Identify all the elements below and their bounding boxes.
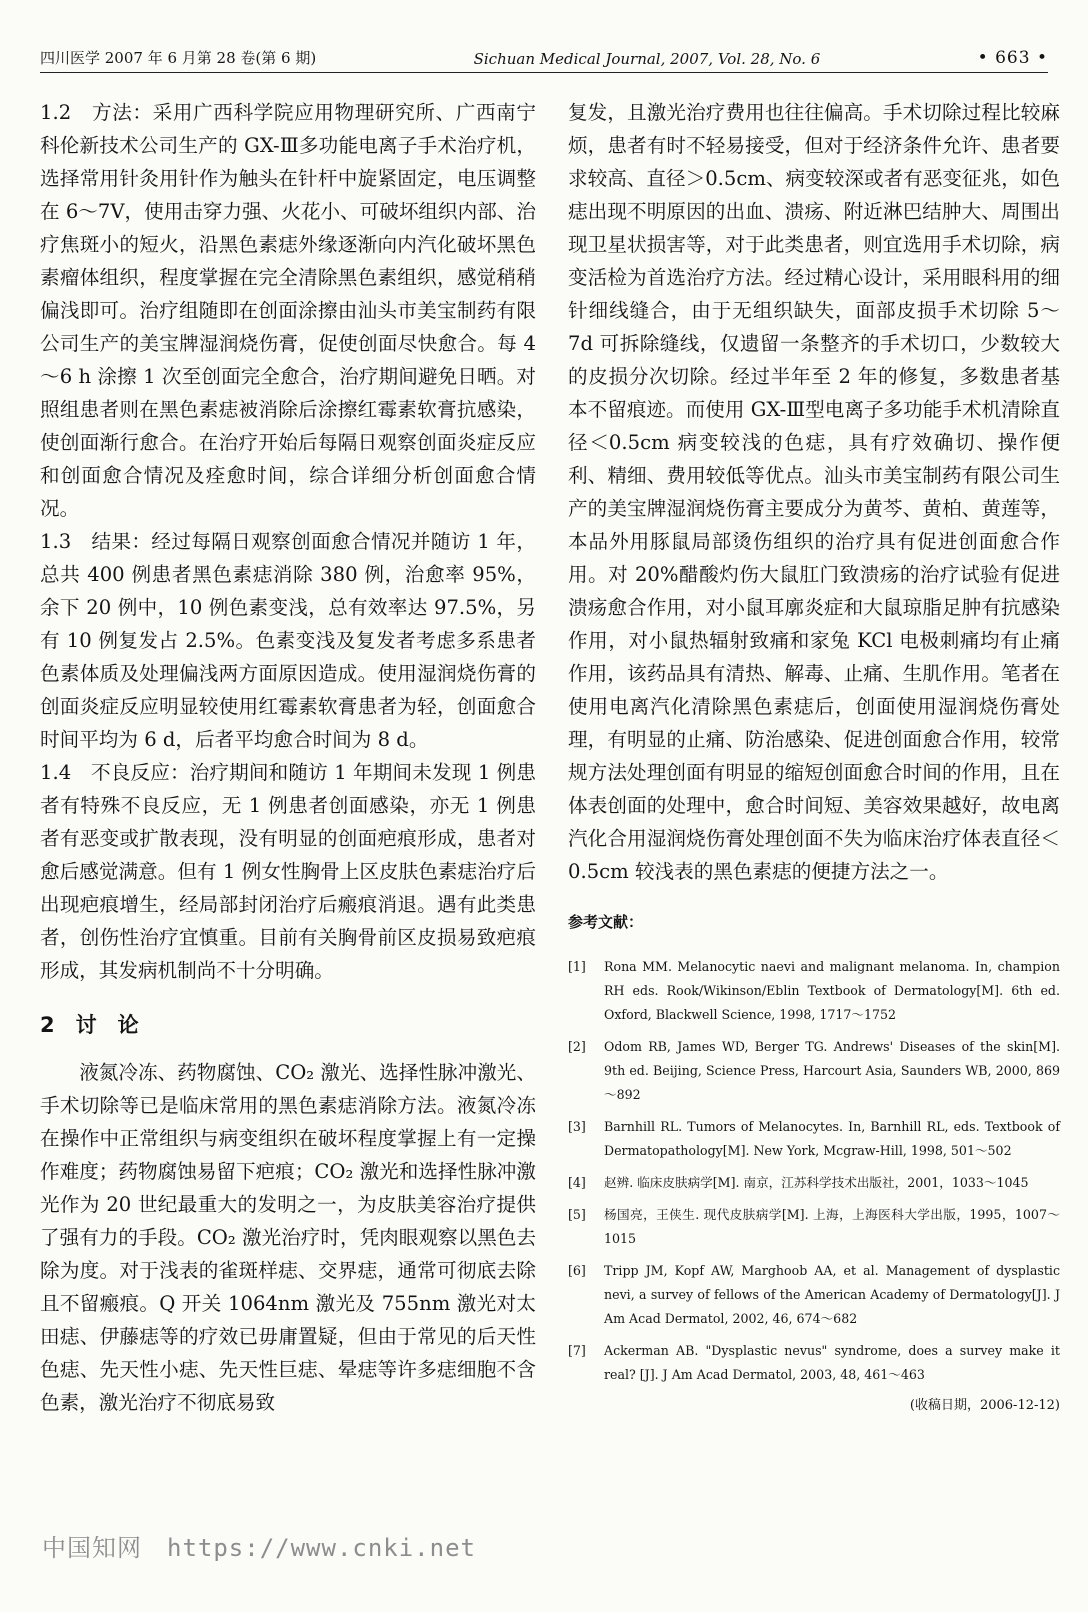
methods-paragraph: 1.2 方法：采用广西科学院应用物理研究所、广西南宁科伦新技术公司生产的 GX-Ⅲ多功能电离子手术治疗机，选择常用针灸用针作为触头在针杆中旋紧固定，电压调整在 6～7V，使用击穿力强、火花小、可破坏组织内部、治疗焦斑小的短火，沿黑色素痣外缘逐渐向内汽化破坏黑色素瘤体组织，程度掌握在完全清除黑色素组织，感觉稍稍偏浅即可。治疗组随即在创面涂擦由汕头市美宝制药有限公司生产的美宝牌湿润烧伤膏，促使创面尽快愈合。每 4～6 h 涂擦 1 次至创面完全愈合，治疗期间避免日晒。对照组患者则在黑色素痣被消除后涂擦红霉素软膏抗感染，使创面渐行愈合。在治疗开始后每隔日观察创面炎症反应和创面愈合情况及痊愈时间，综合详细分析创面愈合情况。 [40, 101, 536, 520]
reference-item [568, 955, 1060, 1027]
left-column [40, 96, 536, 1419]
reference-number: [6] [568, 1263, 586, 1278]
section-heading-discussion: 2 讨 论 [40, 1013, 139, 1037]
page-number: • 663 • [977, 48, 1048, 68]
reference-number: [1] [568, 959, 586, 974]
reference-number: [4] [568, 1175, 586, 1190]
discussion-paragraph-1: 液氮冷冻、药物腐蚀、CO₂ 激光、选择性脉冲激光、手术切除等已是临床常用的黑色素痣消除方法。液氮冷冻在操作中正常组织与病变组织在破坏程度掌握上有一定操作难度；药物腐蚀易留下疤痕；CO₂ 激光和选择性脉冲激光作为 20 世纪最重大的发明之一，为皮肤美容治疗提供了强有力的手段。CO₂ 激光治疗时，凭肉眼观察以黑色去除为度。对于浅表的雀斑样痣、交界痣，通常可彻底去除且不留瘢痕。Q 开关 1064nm 激光及 755nm 激光对太田痣、伊藤痣等的疗效已毋庸置疑，但由于常见的后天性色痣、先天性小痣、先天性巨痣、晕痣等许多痣细胞不含色素，激光治疗不彻底易致 [40, 1061, 536, 1414]
cnki-watermark: 中国知网 https://www.cnki.net [42, 1534, 476, 1562]
reference-text: 杨国亮，王侠生. 现代皮肤病学[M]. 上海，上海医科大学出版，1995，1007～1015 [604, 1207, 1060, 1246]
reference-number: [2] [568, 1039, 586, 1054]
header-journal-cn: 四川医学 2007 年 6 月第 28 卷(第 6 期) [40, 49, 317, 67]
running-header [40, 38, 1048, 73]
reference-text: Ackerman AB. "Dysplastic nevus" syndrome, does a survey make it real? [J]. J Am Acad Dermatol, 2003, 48, 461～463 [604, 1343, 1060, 1382]
reference-text: Odom RB, James WD, Berger TG. Andrews' Diseases of the skin[M]. 9th ed. Beijing, Science Press, Harcourt Asia, Saunders WB, 2000, 869～892 [604, 1039, 1060, 1102]
reference-item [568, 1171, 1060, 1195]
reference-item [568, 1115, 1060, 1163]
discussion-paragraph-2: 复发，且激光治疗费用也往往偏高。手术切除过程比较麻烦，患者有时不轻易接受，但对于经济条件允许、患者要求较高、直径＞0.5cm、病变较深或者有恶变征兆，如色痣出现不明原因的出血、溃疡、附近淋巴结肿大、周围出现卫星状损害等，对于此类患者，则宜选用手术切除，病变活检为首选治疗方法。经过精心设计，采用眼科用的细针细线缝合，由于无组织缺失，面部皮损手术切除 5～7d 可拆除缝线，仅遗留一条整齐的手术切口，少数较大的皮损分次切除。经过半年至 2 年的修复，多数患者基本不留痕迹。而使用 GX-Ⅲ型电离子多功能手术机清除直径＜0.5cm 病变较浅的色痣，具有疗效确切、操作便利、精细、费用较低等优点。汕头市美宝制药有限公司生产的美宝牌湿润烧伤膏主要成分为黄芩、黄柏、黄莲等，本品外用豚鼠局部烫伤组织的治疗具有促进创面愈合作用。对 20%醋酸灼伤大鼠肛门致溃疡的治疗试验有促进溃疡愈合作用，对小鼠耳廓炎症和大鼠琼脂足肿有抗感染作用，对小鼠热辐射致痛和家兔 KCl 电极刺痛均有止痛作用，该药品具有清热、解毒、止痛、生肌作用。笔者在使用电离汽化清除黑色素痣后，创面使用湿润烧伤膏处理，有明显的止痛、防治感染、促进创面愈合作用，较常规方法处理创面有明显的缩短创面愈合时间的作用，且在体表创面的处理中，愈合时间短、美容效果越好，故电离汽化合用湿润烧伤膏处理创面不失为临床治疗体表直径＜0.5cm 较浅表的黑色素痣的便捷方法之一。 [568, 101, 1060, 883]
received-date: (收稿日期，2006-12-12) [909, 1398, 1060, 1413]
results-paragraph: 1.3 结果：经过每隔日观察创面愈合情况并随访 1 年，总共 400 例患者黑色素痣消除 380 例，治愈率 95%，余下 20 例中，10 例色素变浅，总有效率达 97.5%，另有 10 例复发占 2.5%。色素变浅及复发者考虑多系患者色素体质及处理偏浅两方面原因造成。使用湿润烧伤膏的创面炎症反应明显较使用红霉素软膏患者为轻，创面愈合时间平均为 6 d，后者平均愈合时间为 8 d。 [40, 530, 536, 751]
reference-text: Rona MM. Melanocytic naevi and malignant melanoma. In, champion RH eds. Rook/Wikinson/Eblin Textbook of Dermatology[M]. 6th ed. Oxford, Blackwell Science, 1998, 1717～1752 [604, 959, 1060, 1022]
reference-text: Barnhill RL. Tumors of Melanocytes. In, Barnhill RL, eds. Textbook of Dermatopathology[M]. New York, Mcgraw-Hill, 1998, 501～502 [604, 1119, 1060, 1158]
reference-item [568, 1339, 1060, 1387]
adverse-reactions-paragraph: 1.4 不良反应：治疗期间和随访 1 年期间未发现 1 例患者有特殊不良反应，无 1 例患者创面感染，亦无 1 例患者有恶变或扩散表现，没有明显的创面疤痕形成，患者对愈后感觉满意。但有 1 例女性胸骨上区皮肤色素痣治疗后出现疤痕增生，经局部封闭治疗后瘢痕消退。遇有此类患者，创伤性治疗宜慎重。目前有关胸骨前区皮损易致疤痕形成，其发病机制尚不十分明确。 [40, 761, 536, 982]
header-journal-en: Sichuan Medical Journal, 2007, Vol. 28, No. 6 [473, 50, 821, 68]
right-column [568, 96, 1060, 1417]
reference-item [568, 1259, 1060, 1331]
reference-item [568, 1035, 1060, 1107]
reference-number: [5] [568, 1207, 586, 1222]
reference-number: [3] [568, 1119, 586, 1134]
reference-number: [7] [568, 1343, 586, 1358]
reference-item [568, 1203, 1060, 1251]
reference-list [568, 955, 1060, 1387]
references-heading: 参考文献： [568, 913, 644, 931]
reference-text: 赵辨. 临床皮肤病学[M]. 南京，江苏科学技术出版社，2001，1033～1045 [604, 1175, 1029, 1190]
reference-text: Tripp JM, Kopf AW, Marghoob AA, et al. Management of dysplastic nevi, a survey of fellows of the American Academy of Dermatology[J]. J Am Acad Dermatol, 2002, 46, 674～682 [604, 1263, 1060, 1326]
